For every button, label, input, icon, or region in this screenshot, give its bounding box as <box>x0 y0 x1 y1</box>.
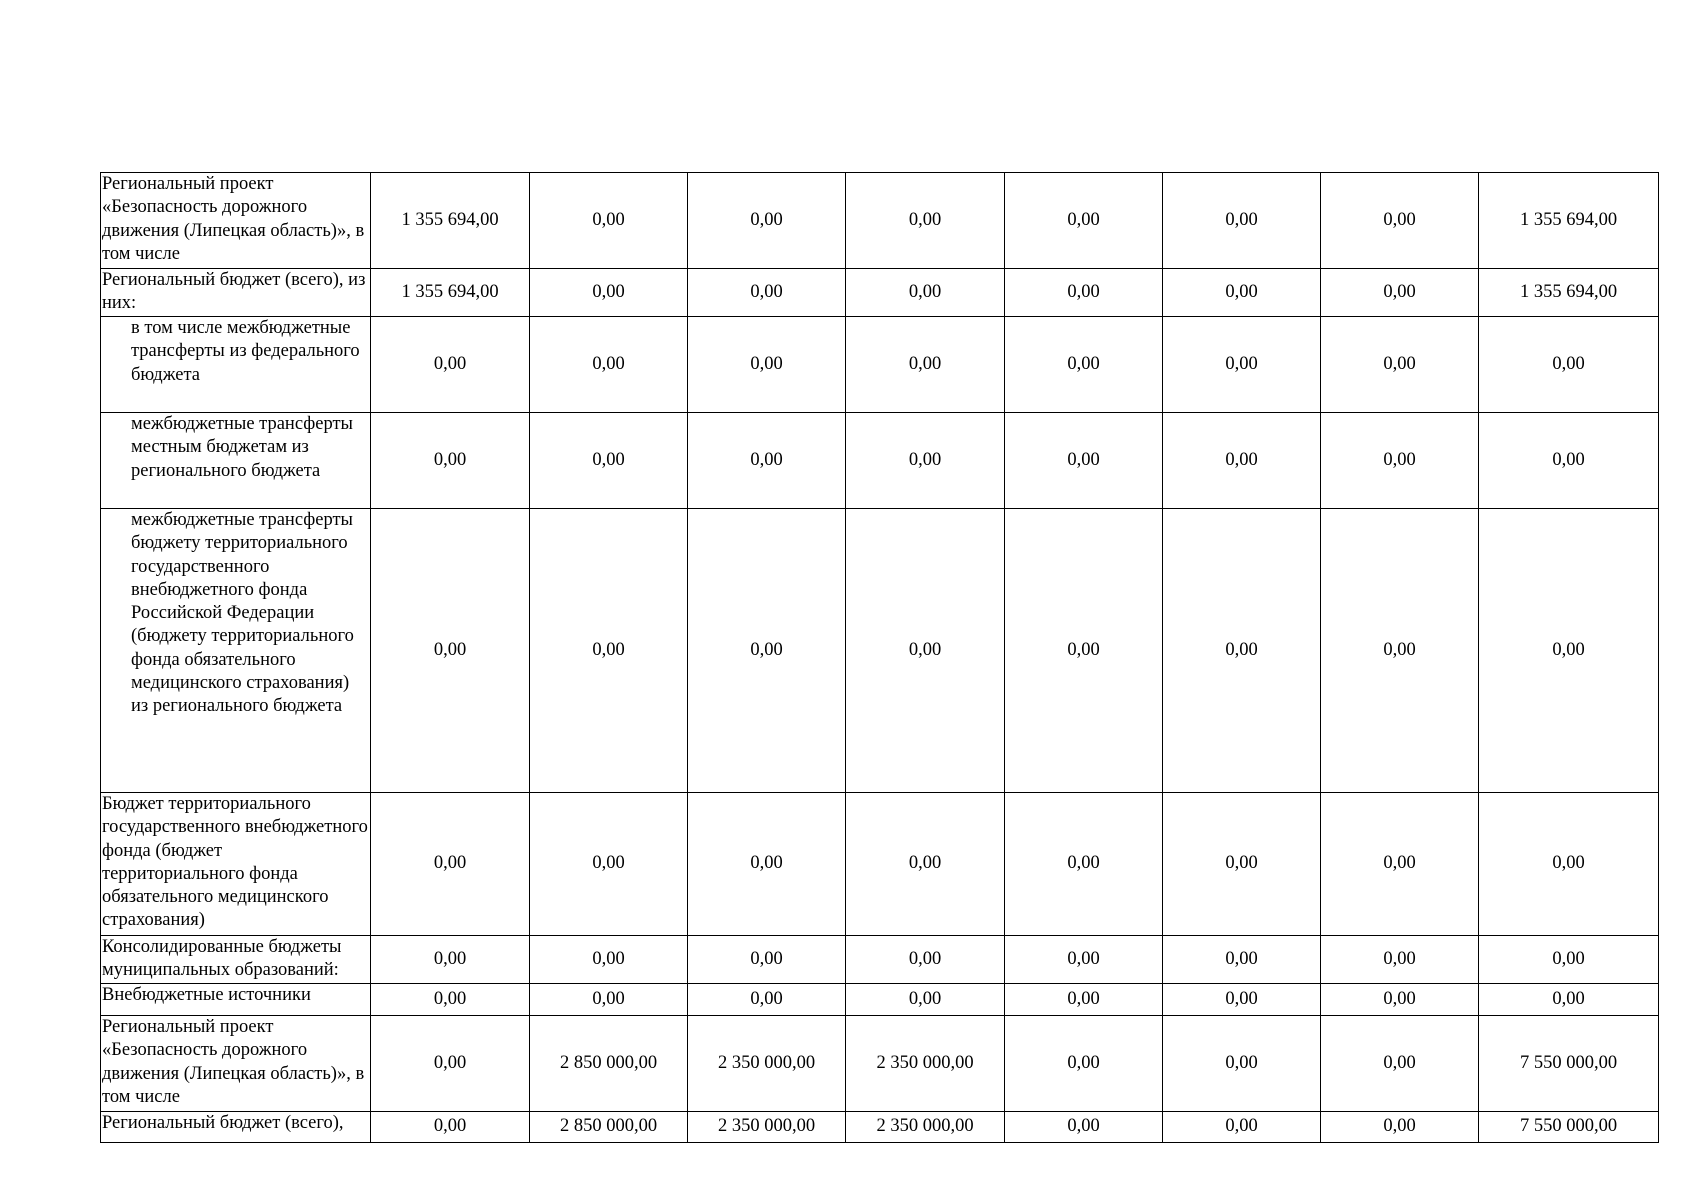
value-cell: 0,00 <box>1479 793 1659 936</box>
value-cell: 0,00 <box>371 793 530 936</box>
value-cell: 0,00 <box>1321 936 1479 984</box>
row-label: Региональный проект «Безопасность дорожного движения (Липецкая область)», в том числе <box>101 173 371 269</box>
value-cell: 0,00 <box>371 1112 530 1143</box>
row-label: Региональный бюджет (всего), <box>101 1112 371 1143</box>
value-cell: 0,00 <box>1321 509 1479 793</box>
value-cell: 0,00 <box>1321 793 1479 936</box>
value-cell: 0,00 <box>1479 413 1659 509</box>
value-cell: 2 850 000,00 <box>530 1112 688 1143</box>
value-cell: 2 350 000,00 <box>846 1016 1005 1112</box>
value-cell: 0,00 <box>371 936 530 984</box>
value-cell: 0,00 <box>688 509 846 793</box>
table-row <box>101 1016 1659 1112</box>
row-label: Региональный бюджет (всего), из них: <box>101 269 371 317</box>
value-cell: 0,00 <box>371 509 530 793</box>
value-cell: 0,00 <box>1005 509 1163 793</box>
row-label: Региональный проект «Безопасность дорожного движения (Липецкая область)», в том числе <box>101 1016 371 1112</box>
row-label: Бюджет территориального государственного внебюджетного фонда (бюджет территориального фонда обязательного медицинского страхования) <box>101 793 371 936</box>
table-row <box>101 793 1659 936</box>
value-cell: 0,00 <box>1005 269 1163 317</box>
value-cell: 0,00 <box>1321 173 1479 269</box>
value-cell: 0,00 <box>688 173 846 269</box>
value-cell: 0,00 <box>1163 793 1321 936</box>
value-cell: 0,00 <box>1321 413 1479 509</box>
value-cell: 0,00 <box>1005 1112 1163 1143</box>
value-cell: 1 355 694,00 <box>371 269 530 317</box>
row-label: в том числе межбюджетные трансферты из федерального бюджета <box>101 317 371 413</box>
value-cell: 0,00 <box>1163 317 1321 413</box>
table-row <box>101 173 1659 269</box>
value-cell: 0,00 <box>371 1016 530 1112</box>
value-cell: 0,00 <box>846 173 1005 269</box>
value-cell: 0,00 <box>688 317 846 413</box>
table-row <box>101 413 1659 509</box>
value-cell: 0,00 <box>688 413 846 509</box>
value-cell: 0,00 <box>371 317 530 413</box>
value-cell: 2 350 000,00 <box>688 1016 846 1112</box>
value-cell: 7 550 000,00 <box>1479 1112 1659 1143</box>
value-cell: 0,00 <box>530 413 688 509</box>
budget-table-body <box>101 173 1659 1143</box>
value-cell: 0,00 <box>846 269 1005 317</box>
value-cell: 0,00 <box>530 793 688 936</box>
row-label: Внебюджетные источники <box>101 984 371 1016</box>
value-cell: 0,00 <box>1005 793 1163 936</box>
row-label: Консолидированные бюджеты муниципальных образований: <box>101 936 371 984</box>
value-cell: 0,00 <box>1321 984 1479 1016</box>
value-cell: 0,00 <box>1163 1112 1321 1143</box>
value-cell: 0,00 <box>688 793 846 936</box>
value-cell: 0,00 <box>371 413 530 509</box>
budget-table <box>100 172 1659 1143</box>
value-cell: 0,00 <box>1163 1016 1321 1112</box>
value-cell: 7 550 000,00 <box>1479 1016 1659 1112</box>
value-cell: 0,00 <box>846 793 1005 936</box>
table-row <box>101 936 1659 984</box>
row-label: межбюджетные трансферты бюджету территориального государственного внебюджетного фонда Российской Федерации (бюджету территориального фонда обязательного медицинского страхования) из регионального бюджета <box>101 509 371 793</box>
value-cell: 0,00 <box>1005 413 1163 509</box>
value-cell: 0,00 <box>1005 317 1163 413</box>
value-cell: 0,00 <box>1479 317 1659 413</box>
value-cell: 0,00 <box>1005 1016 1163 1112</box>
value-cell: 1 355 694,00 <box>1479 173 1659 269</box>
table-row <box>101 317 1659 413</box>
value-cell: 0,00 <box>1163 173 1321 269</box>
value-cell: 0,00 <box>1479 509 1659 793</box>
value-cell: 2 850 000,00 <box>530 1016 688 1112</box>
value-cell: 0,00 <box>1005 173 1163 269</box>
value-cell: 0,00 <box>846 936 1005 984</box>
value-cell: 0,00 <box>1005 984 1163 1016</box>
value-cell: 0,00 <box>1163 413 1321 509</box>
value-cell: 0,00 <box>1163 936 1321 984</box>
value-cell: 0,00 <box>530 984 688 1016</box>
value-cell: 2 350 000,00 <box>846 1112 1005 1143</box>
value-cell: 0,00 <box>1321 1016 1479 1112</box>
value-cell: 0,00 <box>1321 269 1479 317</box>
value-cell: 1 355 694,00 <box>371 173 530 269</box>
value-cell: 0,00 <box>530 173 688 269</box>
value-cell: 0,00 <box>1321 317 1479 413</box>
value-cell: 0,00 <box>1005 936 1163 984</box>
value-cell: 0,00 <box>530 269 688 317</box>
value-cell: 0,00 <box>1479 936 1659 984</box>
value-cell: 0,00 <box>1321 1112 1479 1143</box>
value-cell: 0,00 <box>1163 269 1321 317</box>
value-cell: 0,00 <box>530 317 688 413</box>
value-cell: 0,00 <box>530 509 688 793</box>
table-row <box>101 1112 1659 1143</box>
table-row <box>101 984 1659 1016</box>
table-row <box>101 269 1659 317</box>
value-cell: 0,00 <box>530 936 688 984</box>
value-cell: 0,00 <box>688 269 846 317</box>
value-cell: 1 355 694,00 <box>1479 269 1659 317</box>
row-label: межбюджетные трансферты местным бюджетам из регионального бюджета <box>101 413 371 509</box>
table-row <box>101 509 1659 793</box>
value-cell: 2 350 000,00 <box>688 1112 846 1143</box>
value-cell: 0,00 <box>846 317 1005 413</box>
value-cell: 0,00 <box>846 509 1005 793</box>
value-cell: 0,00 <box>1163 984 1321 1016</box>
value-cell: 0,00 <box>371 984 530 1016</box>
value-cell: 0,00 <box>846 984 1005 1016</box>
value-cell: 0,00 <box>688 984 846 1016</box>
value-cell: 0,00 <box>1479 984 1659 1016</box>
value-cell: 0,00 <box>1163 509 1321 793</box>
value-cell: 0,00 <box>846 413 1005 509</box>
value-cell: 0,00 <box>688 936 846 984</box>
